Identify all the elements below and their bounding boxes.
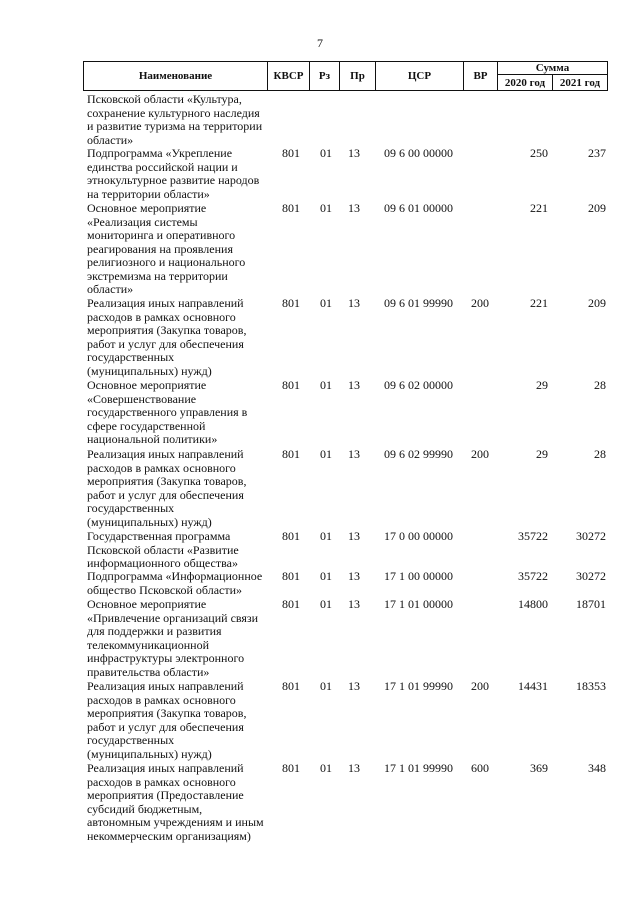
row-name: Основное мероприятие «Привлечение организаций связи для поддержки и развития телекоммуникационной инфраструктуры электронного правительства области» <box>87 597 259 679</box>
row-rz: 01 <box>320 569 332 583</box>
table-row <box>0 379 640 448</box>
row-kvsr: 801 <box>282 378 300 392</box>
table-row <box>0 762 640 844</box>
row-pr: 13 <box>348 296 360 310</box>
row-csr: 17 1 01 99990 <box>384 679 453 693</box>
row-csr: 09 6 01 99990 <box>384 296 453 310</box>
header-kvsr: КВСР <box>268 62 310 90</box>
table-row <box>0 147 640 202</box>
table-row <box>0 93 640 147</box>
row-sum-2020: 29 <box>536 378 548 392</box>
header-csr: ЦСР <box>376 62 464 90</box>
row-csr: 17 1 01 00000 <box>384 597 453 611</box>
row-sum-2020: 14800 <box>518 597 548 611</box>
row-sum-2020: 14431 <box>518 679 548 693</box>
row-kvsr: 801 <box>282 201 300 215</box>
header-pr: Пр <box>340 62 376 90</box>
row-vr: 200 <box>471 447 489 461</box>
table-header <box>83 61 608 91</box>
row-pr: 13 <box>348 378 360 392</box>
header-rz: Рз <box>310 62 340 90</box>
row-sum-2020: 250 <box>530 146 548 160</box>
row-sum-2021: 18701 <box>576 597 606 611</box>
row-rz: 01 <box>320 378 332 392</box>
page-number: 7 <box>317 36 323 50</box>
row-sum-2020: 35722 <box>518 529 548 543</box>
table-row <box>0 297 640 379</box>
table-row <box>0 598 640 680</box>
row-sum-2021: 28 <box>594 378 606 392</box>
row-kvsr: 801 <box>282 569 300 583</box>
row-sum-2020: 221 <box>530 296 548 310</box>
row-rz: 01 <box>320 679 332 693</box>
row-sum-2021: 348 <box>588 761 606 775</box>
row-pr: 13 <box>348 597 360 611</box>
row-csr: 17 1 01 99990 <box>384 761 453 775</box>
row-pr: 13 <box>348 146 360 160</box>
row-sum-2021: 209 <box>588 296 606 310</box>
row-name: Реализация иных направлений расходов в рамках основного мероприятия (Закупка товаров, работ и услуг для обеспечения государственных (муниципальных) нужд) <box>87 296 247 378</box>
row-name: Реализация иных направлений расходов в рамках основного мероприятия (Предоставление субсидий бюджетным, автономным учреждениям и иным некоммерческим организациям) <box>87 761 264 843</box>
row-pr: 13 <box>348 761 360 775</box>
row-rz: 01 <box>320 529 332 543</box>
row-pr: 13 <box>348 447 360 461</box>
row-kvsr: 801 <box>282 529 300 543</box>
row-rz: 01 <box>320 447 332 461</box>
header-sum: Сумма <box>498 62 607 75</box>
row-rz: 01 <box>320 201 332 215</box>
row-sum-2021: 30272 <box>576 569 606 583</box>
row-sum-2021: 237 <box>588 146 606 160</box>
row-name: Подпрограмма «Укрепление единства российской нации и этнокультурное развитие народов на территории области» <box>87 146 260 201</box>
row-pr: 13 <box>348 201 360 215</box>
row-csr: 17 1 00 00000 <box>384 569 453 583</box>
row-name: Государственная программа Псковской области «Развитие информационного общества» <box>87 529 239 570</box>
row-pr: 13 <box>348 529 360 543</box>
row-kvsr: 801 <box>282 679 300 693</box>
row-sum-2021: 28 <box>594 447 606 461</box>
header-vr: ВР <box>464 62 498 90</box>
row-csr: 09 6 01 00000 <box>384 201 453 215</box>
row-name: Подпрограмма «Информационное общество Псковской области» <box>87 569 263 597</box>
row-rz: 01 <box>320 146 332 160</box>
row-kvsr: 801 <box>282 296 300 310</box>
table-body <box>0 93 640 844</box>
row-sum-2020: 221 <box>530 201 548 215</box>
row-pr: 13 <box>348 679 360 693</box>
table-row <box>0 448 640 530</box>
row-name: Псковской области «Культура, сохранение культурного наследия и развитие туризма на территории области» <box>87 92 263 147</box>
header-year-2020: 2020 год <box>498 75 553 90</box>
row-rz: 01 <box>320 597 332 611</box>
row-pr: 13 <box>348 569 360 583</box>
row-name: Основное мероприятие «Реализация системы мониторинга и оперативного реагирования на проявления религиозного и национального экстремизма на территории области» <box>87 201 246 296</box>
row-csr: 17 0 00 00000 <box>384 529 453 543</box>
row-kvsr: 801 <box>282 447 300 461</box>
row-sum-2020: 35722 <box>518 569 548 583</box>
row-kvsr: 801 <box>282 146 300 160</box>
row-kvsr: 801 <box>282 597 300 611</box>
row-rz: 01 <box>320 761 332 775</box>
row-name: Основное мероприятие «Совершенствование государственного управления в сфере государственной национальной политики» <box>87 378 248 446</box>
row-name: Реализация иных направлений расходов в рамках основного мероприятия (Закупка товаров, работ и услуг для обеспечения государственных (муниципальных) нужд) <box>87 679 247 761</box>
table-row <box>0 530 640 570</box>
table-row <box>0 202 640 297</box>
row-vr: 600 <box>471 761 489 775</box>
table-row <box>0 680 640 762</box>
row-vr: 200 <box>471 679 489 693</box>
row-sum-2020: 369 <box>530 761 548 775</box>
row-sum-2021: 30272 <box>576 529 606 543</box>
row-kvsr: 801 <box>282 761 300 775</box>
table-row <box>0 570 640 598</box>
row-vr: 200 <box>471 296 489 310</box>
row-csr: 09 6 02 00000 <box>384 378 453 392</box>
row-csr: 09 6 02 99990 <box>384 447 453 461</box>
header-name: Наименование <box>84 62 268 90</box>
row-sum-2020: 29 <box>536 447 548 461</box>
header-year-2021: 2021 год <box>559 76 601 89</box>
row-sum-2021: 209 <box>588 201 606 215</box>
row-rz: 01 <box>320 296 332 310</box>
row-sum-2021: 18353 <box>576 679 606 693</box>
row-csr: 09 6 00 00000 <box>384 146 453 160</box>
row-name: Реализация иных направлений расходов в рамках основного мероприятия (Закупка товаров, работ и услуг для обеспечения государственных (муниципальных) нужд) <box>87 447 247 529</box>
